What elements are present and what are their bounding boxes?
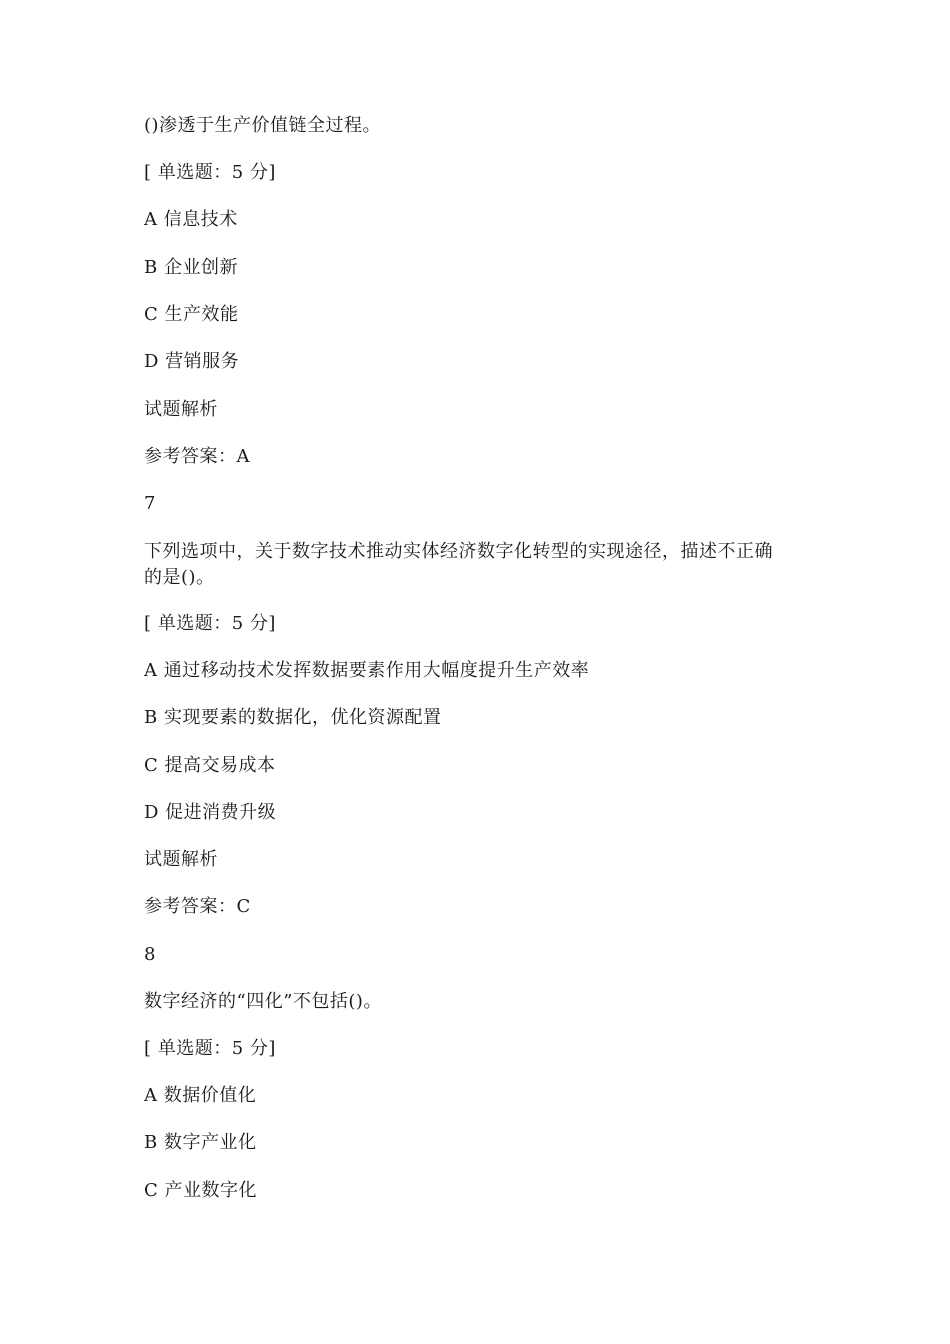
question-7-stem-line-1: 下列选项中，关于数字技术推动实体经济数字化转型的实现途径，描述不正确 [144, 541, 773, 562]
question-8-type: [ 单选题：5 分] [144, 1038, 276, 1059]
question-7-option-c: C 提高交易成本 [144, 755, 276, 776]
question-6-option-d: D 营销服务 [144, 351, 240, 372]
question-7-number: 7 [144, 493, 156, 514]
question-7-option-d: D 促进消费升级 [144, 802, 277, 823]
question-7-option-b: B 实现要素的数据化，优化资源配置 [144, 707, 442, 728]
question-7-answer: 参考答案：C [144, 896, 251, 917]
question-6-analysis-label: 试题解析 [144, 399, 218, 420]
question-7-option-a: A 通过移动技术发挥数据要素作用大幅度提升生产效率 [144, 660, 590, 681]
question-8-number: 8 [144, 944, 156, 965]
question-7-analysis-label: 试题解析 [144, 849, 218, 870]
question-7-stem-line-2: 的是()。 [144, 567, 215, 588]
question-8-option-b: B 数字产业化 [144, 1132, 257, 1153]
question-6-option-c: C 生产效能 [144, 304, 239, 325]
question-7-type: [ 单选题：5 分] [144, 613, 276, 634]
question-6-option-b: B 企业创新 [144, 257, 238, 278]
question-8-option-a: A 数据价值化 [144, 1085, 257, 1106]
question-6-type: [ 单选题：5 分] [144, 162, 276, 183]
question-8-option-c: C 产业数字化 [144, 1180, 257, 1201]
question-6-option-a: A 信息技术 [144, 209, 238, 230]
question-6-stem: ()渗透于生产价值链全过程。 [144, 115, 382, 136]
question-8-stem: 数字经济的“四化”不包括()。 [144, 991, 382, 1012]
question-6-answer: 参考答案：A [144, 446, 250, 467]
